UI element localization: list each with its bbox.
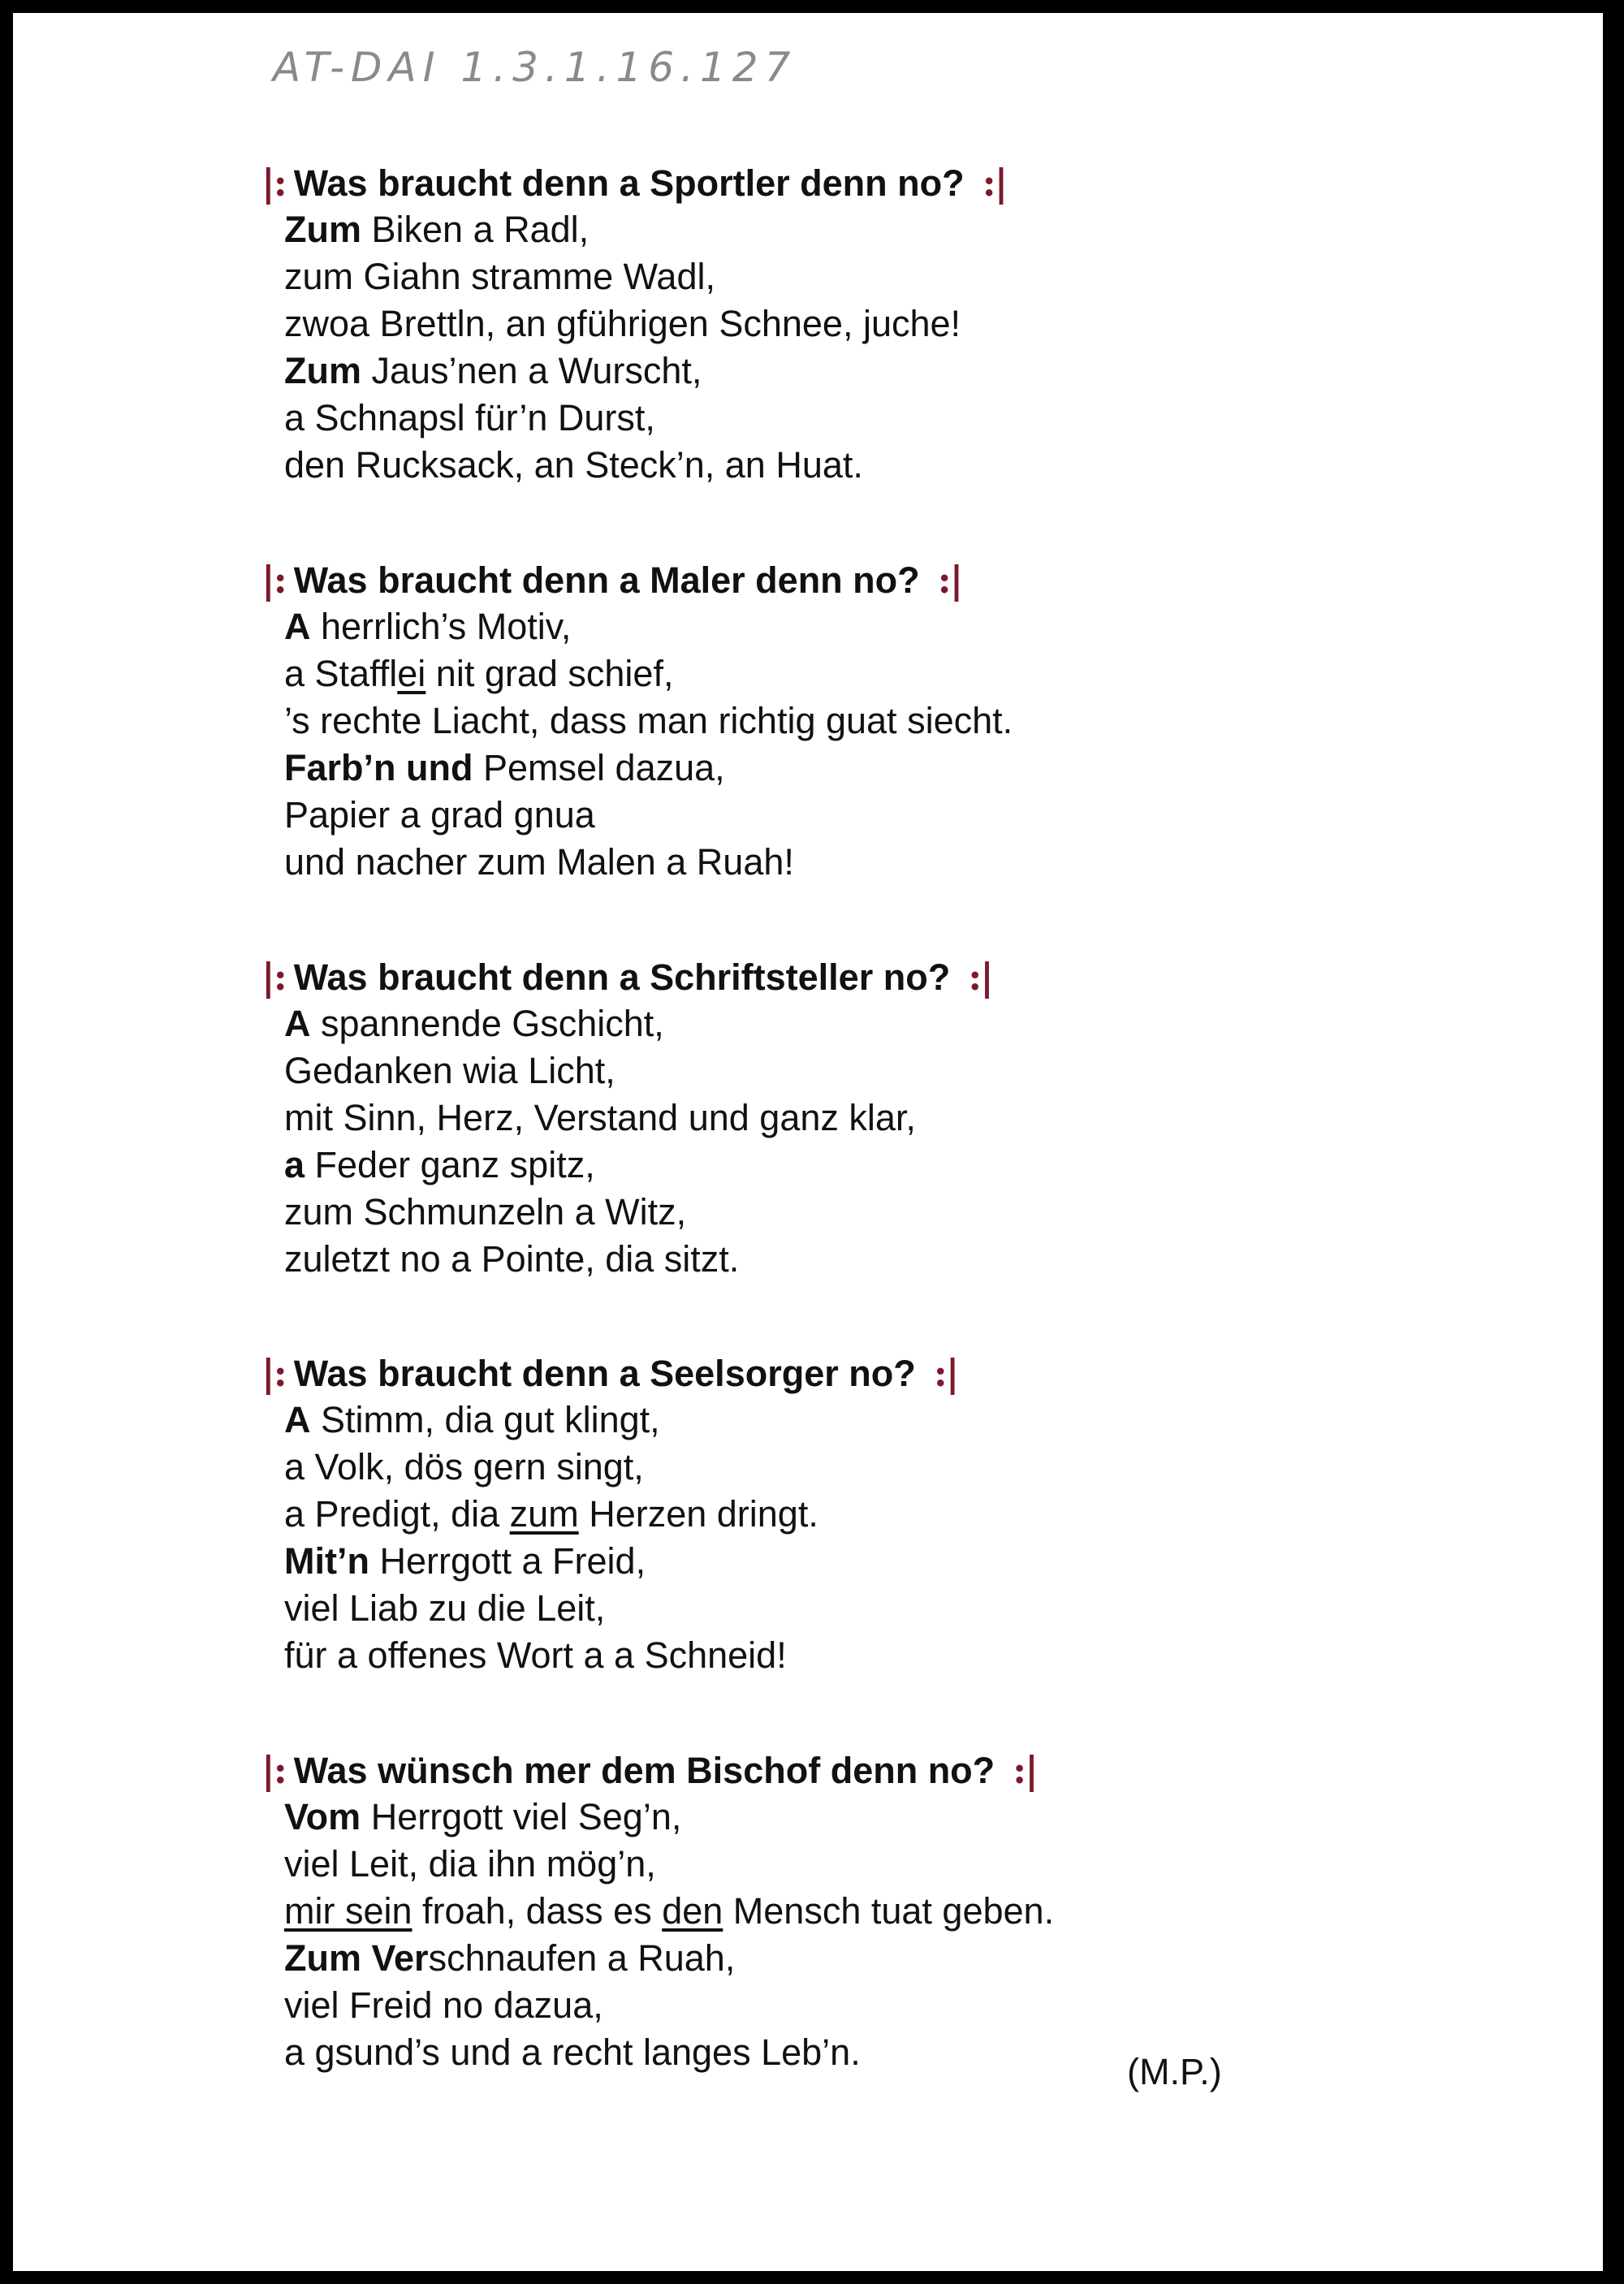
- verse-line: [284, 348, 1421, 395]
- verse-text: Feder ganz spitz,: [304, 1144, 595, 1185]
- verse-text: nit grad schief,: [425, 653, 674, 694]
- verse-line: [284, 745, 1421, 792]
- verse-line: [284, 1794, 1421, 1841]
- underlined-text: zum: [509, 1493, 579, 1535]
- verse-lead: Mit’n: [284, 1540, 369, 1582]
- verse-text: Stimm, dia gut klingt,: [310, 1399, 660, 1440]
- verse-line: [284, 1538, 1421, 1585]
- stanza-title-text: Was braucht denn a Maler denn no?: [293, 559, 920, 601]
- verse-text: Pemsel dazua,: [473, 747, 725, 788]
- verse-lead: Zum: [284, 350, 361, 391]
- verse-line: für a offenes Wort a a Schneid!: [284, 1634, 787, 1676]
- verse-lead: Zum: [284, 209, 361, 250]
- verse-line: viel Liab zu die Leit,: [284, 1587, 606, 1629]
- verse-line: viel Leit, dia ihn mög’n,: [284, 1843, 656, 1885]
- stanza-title: [261, 1746, 1421, 1794]
- underlined-text: mir sein: [284, 1890, 412, 1932]
- verse-line: zum Giahn stramme Wadl,: [284, 256, 715, 297]
- verse-lead: A: [284, 1003, 311, 1044]
- repeat-close-sign: :|: [982, 161, 1007, 205]
- verse-line: [284, 206, 1421, 253]
- verse-text: Herrgott a Freid,: [369, 1540, 646, 1582]
- verse-line: Papier a grad gnua: [284, 794, 595, 835]
- verse-line: a Volk, dös gern singt,: [284, 1446, 644, 1487]
- underlined-text: den: [662, 1890, 723, 1932]
- stanza-title: [261, 556, 1421, 603]
- verse-lead: Zum Ver: [284, 1937, 429, 1979]
- verse-line: viel Freid no dazua,: [284, 1984, 603, 2026]
- verse-text: Biken a Radl,: [361, 209, 590, 250]
- repeat-close-sign: :|: [937, 558, 962, 602]
- verse-text: froah, dass es: [412, 1890, 663, 1932]
- verse-text: Mensch tuat geben.: [723, 1890, 1055, 1932]
- verse-line: zum Schmunzeln a Witz,: [284, 1191, 687, 1233]
- verse-line: a gsund’s und a recht langes Leb’n.: [284, 2031, 861, 2073]
- verse-line: a Schnapsl für’n Durst,: [284, 397, 655, 438]
- verse-line: den Rucksack, an Steck’n, an Huat.: [284, 444, 863, 486]
- stanza-title-text: Was braucht denn a Sportler denn no?: [293, 162, 965, 204]
- verse-line: [284, 1491, 1421, 1538]
- verse-text: a Predigt, dia: [284, 1493, 510, 1535]
- stanza-seelsorger: [261, 1349, 1421, 1679]
- verse-lead: Farb’n und: [284, 747, 473, 788]
- author-initials: (M.P.): [1127, 2051, 1222, 2092]
- repeat-open-sign: |:: [261, 558, 286, 602]
- verse-line: ’s rechte Liacht, dass man richtig guat siecht.: [284, 700, 1013, 741]
- stanza-maler: [261, 556, 1421, 886]
- stanza-bischof: [261, 1746, 1421, 2076]
- verse-lead: Vom: [284, 1796, 361, 1837]
- verse-line: [284, 1888, 1421, 1935]
- verse-line: [284, 1397, 1421, 1444]
- verse-line: mit Sinn, Herz, Verstand und ganz klar,: [284, 1097, 916, 1138]
- repeat-close-sign: :|: [1013, 1748, 1037, 1792]
- verse-text: schnaufen a Ruah,: [428, 1937, 736, 1979]
- stanza-title-text: Was braucht denn a Seelsorger no?: [293, 1353, 916, 1394]
- repeat-open-sign: |:: [261, 1748, 286, 1792]
- verse-line: [284, 1000, 1421, 1047]
- document-page: [13, 13, 1603, 2271]
- repeat-open-sign: |:: [261, 161, 286, 205]
- underlined-text: ei: [397, 653, 426, 694]
- verse-line: [284, 650, 1421, 697]
- verse-text: spannende Gschicht,: [310, 1003, 664, 1044]
- verse-text: a Staffl: [284, 653, 398, 694]
- verse-line: [284, 1935, 1421, 1982]
- stanza-schriftsteller: [261, 953, 1421, 1283]
- verse-lead: A: [284, 606, 311, 647]
- stanza-title-text: Was wünsch mer dem Bischof denn no?: [293, 1750, 996, 1791]
- verse-line: zwoa Brettln, an gführigen Schnee, juche!: [284, 303, 961, 344]
- stanza-title: [261, 953, 1421, 1000]
- stanza-sportler: [261, 159, 1421, 489]
- stanza-title: [261, 1349, 1421, 1397]
- verse-text: Jaus’nen a Wurscht,: [361, 350, 702, 391]
- repeat-close-sign: :|: [933, 1351, 958, 1395]
- stanza-title-text: Was braucht denn a Schriftsteller no?: [293, 956, 951, 998]
- repeat-open-sign: |:: [261, 1351, 286, 1395]
- archive-reference-number: AT-DAI 1.3.1.16.127: [273, 44, 797, 91]
- stanza-title: [261, 159, 1421, 206]
- verse-line: [284, 1142, 1421, 1189]
- verse-line: [284, 603, 1421, 650]
- verse-text: Herrgott viel Seg’n,: [361, 1796, 682, 1837]
- verse-line: zuletzt no a Pointe, dia sitzt.: [284, 1238, 740, 1280]
- verse-text: Herzen dringt.: [578, 1493, 818, 1535]
- verse-line: und nacher zum Malen a Ruah!: [284, 841, 794, 883]
- verse-lead: A: [284, 1399, 311, 1440]
- verse-line: Gedanken wia Licht,: [284, 1050, 615, 1091]
- repeat-open-sign: |:: [261, 955, 286, 999]
- verse-lead: a: [284, 1144, 305, 1185]
- verse-text: herrlich’s Motiv,: [310, 606, 572, 647]
- repeat-close-sign: :|: [968, 955, 992, 999]
